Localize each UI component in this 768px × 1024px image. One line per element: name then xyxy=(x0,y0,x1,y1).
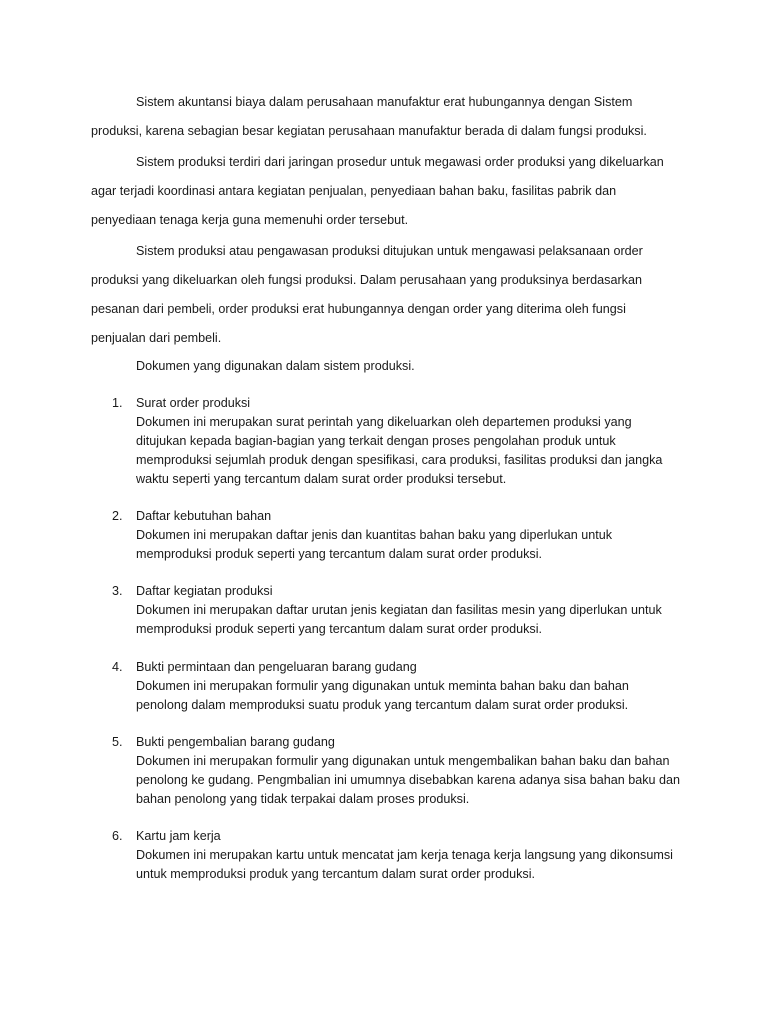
list-number: 2. xyxy=(112,509,123,523)
list-number: 1. xyxy=(112,396,123,410)
list-item-body xyxy=(136,733,696,809)
list-item-title: Kartu jam kerja xyxy=(136,829,221,843)
list-item-line: Dokumen ini merupakan daftar urutan jenis kegiatan dan fasilitas mesin yang diperlukan untuk xyxy=(136,603,662,617)
paragraph-line: Sistem produksi atau pengawasan produksi ditujukan untuk mengawasi pelaksanaan order xyxy=(136,244,643,258)
list-number: 6. xyxy=(112,829,123,843)
list-item-line: bahan penolong yang tidak terpakai dalam proses produksi. xyxy=(136,792,470,806)
list-item-line: Dokumen ini merupakan formulir yang digunakan untuk meminta bahan baku dan bahan xyxy=(136,679,629,693)
list-item-line: waktu seperti yang tercantum dalam surat order produksi tersebut. xyxy=(136,472,507,486)
paragraph-line: pesanan dari pembeli, order produksi erat hubungannya dengan order yang diterima oleh fungsi xyxy=(91,302,626,316)
list-item-title: Surat order produksi xyxy=(136,396,251,410)
list-number: 4. xyxy=(112,660,123,674)
list-item-title: Bukti pengembalian barang gudang xyxy=(136,735,335,749)
list-item-body xyxy=(136,394,696,489)
paragraph-line: produksi yang dikeluarkan oleh fungsi produksi. Dalam perusahaan yang produksinya berdasarkan xyxy=(91,273,642,287)
list-item-line: memproduksi sejumlah produk dengan spesifikasi, cara produksi, fasilitas produksi dan jangka xyxy=(136,453,663,467)
paragraph-line: Sistem produksi terdiri dari jaringan prosedur untuk megawasi order produksi yang dikeluarkan xyxy=(136,155,664,169)
paragraph-line: produksi, karena sebagian besar kegiatan perusahaan manufaktur berada di dalam fungsi produksi. xyxy=(91,124,647,138)
list-item-body xyxy=(136,827,696,884)
paragraph-line: Sistem akuntansi biaya dalam perusahaan manufaktur erat hubungannya dengan Sistem xyxy=(136,95,633,109)
list-item-title: Daftar kegiatan produksi xyxy=(136,584,273,598)
list-item-line: ditujukan kepada bagian-bagian yang terkait dengan proses pengolahan produk untuk xyxy=(136,434,616,448)
list-item-line: penolong dalam memproduksi suatu produk yang tercantum dalam surat order produksi. xyxy=(136,698,629,712)
paragraph-intro xyxy=(91,88,681,146)
list-item-title: Bukti permintaan dan pengeluaran barang gudang xyxy=(136,660,417,674)
list-item-line: Dokumen ini merupakan daftar jenis dan kuantitas bahan baku yang diperlukan untuk xyxy=(136,528,613,542)
list-item-line: Dokumen ini merupakan formulir yang digunakan untuk mengembalikan bahan baku dan bahan xyxy=(136,754,670,768)
paragraph-line: agar terjadi koordinasi antara kegiatan penjualan, penyediaan bahan baku, fasilitas pabrik dan xyxy=(91,184,617,198)
list-item-body xyxy=(136,658,696,715)
list-number: 3. xyxy=(112,584,123,598)
paragraph-sistem-produksi xyxy=(91,148,681,235)
list-item-line: Dokumen ini merupakan surat perintah yang dikeluarkan oleh departemen produksi yang xyxy=(136,415,632,429)
list-item-line: memproduksi produk seperti yang tercantum dalam surat order produksi. xyxy=(136,547,542,561)
list-item-body xyxy=(136,582,696,639)
paragraph-line: penjualan dari pembeli. xyxy=(91,331,222,345)
list-item-title: Daftar kebutuhan bahan xyxy=(136,509,272,523)
list-number: 5. xyxy=(112,735,123,749)
paragraph-pengawasan xyxy=(91,237,681,353)
paragraph-line: Dokumen yang digunakan dalam sistem produksi. xyxy=(136,359,415,373)
paragraph-line: penyediaan tenaga kerja guna memenuhi order tersebut. xyxy=(91,213,409,227)
paragraph-dokumen-heading xyxy=(91,352,681,381)
list-item-line: untuk memproduksi produk yang tercantum dalam surat order produksi. xyxy=(136,867,535,881)
list-item-line: Dokumen ini merupakan kartu untuk mencatat jam kerja tenaga kerja langsung yang dikonsumsi xyxy=(136,848,673,862)
list-item-body xyxy=(136,507,696,564)
list-item-line: memproduksi produk seperti yang tercantum dalam surat order produksi. xyxy=(136,622,542,636)
list-item-line: penolong ke gudang. Pengmbalian ini umumnya disebabkan karena adanya sisa bahan baku dan xyxy=(136,773,681,787)
